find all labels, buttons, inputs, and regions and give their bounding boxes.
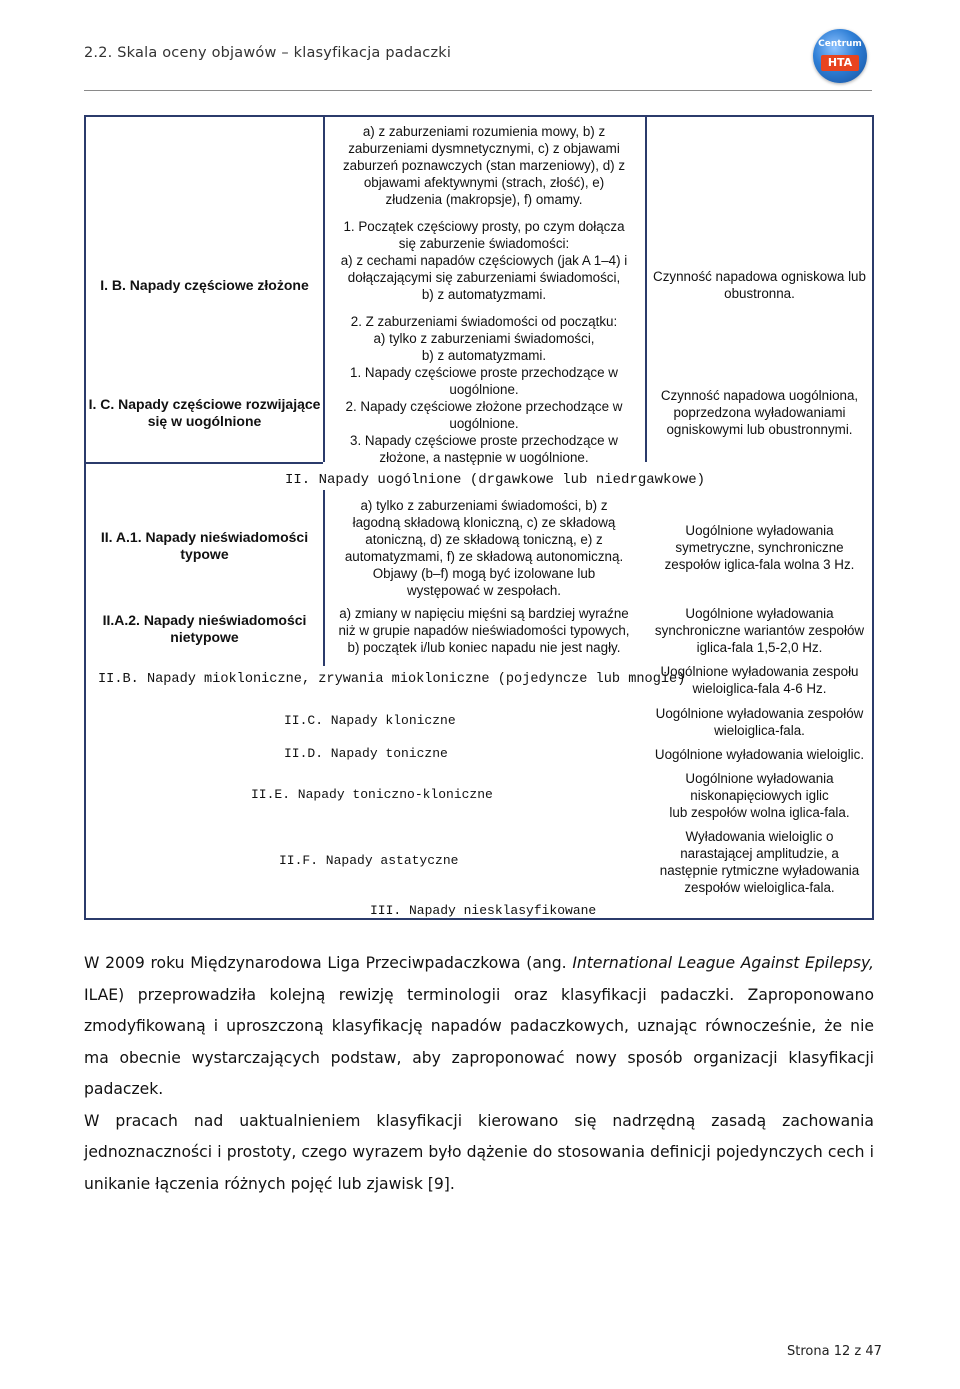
iif-eeg-line: następnie rytmiczne wyładowania: [659, 863, 860, 878]
ib-eeg: Czynność napadowa ogniskowa lub obustronna.: [653, 269, 866, 301]
iia2-content: [324, 605, 644, 656]
iia1-eeg-line: zespołów iglica-fala wolna 3 Hz.: [664, 557, 855, 572]
ib-line: się zaburzenie świadomości:: [398, 236, 570, 251]
ii-heading: II. Napady uogólnione (drgawkowe lub niedrgawkowe): [285, 472, 706, 488]
ic-line: 2. Napady częściowe złożone przechodzące w: [345, 399, 623, 414]
ib-line: b) z automatyzmami.: [421, 287, 547, 302]
iia1-label: II. A.1. Napady nieświadomości typowe: [100, 529, 309, 562]
ib-line: zaburzeniami dysmnetycznymi, c) z objawami: [348, 141, 620, 156]
ib-content: [324, 123, 644, 364]
iib-eeg: [647, 663, 872, 697]
iia1-eeg: [647, 522, 872, 573]
iic-eeg-line: wieloiglica-fala.: [714, 723, 805, 738]
classification-table: [84, 115, 874, 920]
iia1-line: automatyzmami, f) ze składową autonomiczną.: [344, 549, 624, 564]
iia2-line: a) zmiany w napięciu mięśni są bardziej wyraźne: [339, 606, 629, 621]
iia2-line: niż w grupie napadów nieświadomości typowych,: [338, 623, 630, 638]
ic-content: [324, 364, 644, 466]
p1-italic: International League Against Epilepsy,: [572, 954, 875, 972]
paragraph-2: W pracach nad uaktualnieniem klasyfikacji kierowano się nadrzędną zasadą zachowania jednoznaczności i prostoty, czego wyrazem było dążenie do stosowania definicji pojedynczych cech i unikanie łączenia różnych pojęć lub zjawisk [9].: [84, 1111, 874, 1193]
iia1-eeg-line: Uogólnione wyładowania: [685, 523, 834, 538]
iid-label: II.D. Napady toniczne: [284, 746, 448, 761]
cent-hta-logo: [813, 29, 867, 83]
iif-eeg: [647, 828, 872, 896]
iii-label: III. Napady niesklasyfikowane: [370, 903, 597, 918]
iia1-line: atoniczną, d) ze składową toniczną, e) z: [365, 532, 603, 547]
row-divider: [86, 462, 323, 464]
iia1-content: [324, 497, 644, 599]
p1-start: W 2009 roku Międzynarodowa Liga Przeciwpadaczkowa (ang.: [84, 954, 573, 972]
iie-eeg-line: Uogólnione wyładowania: [685, 771, 834, 786]
page-number: Strona 12 z 47: [787, 1344, 882, 1359]
ic-label: I. C. Napady częściowe rozwijające się w uogólnione: [88, 396, 321, 429]
ib-line: a) z zaburzeniami rozumienia mowy, b) z: [362, 124, 606, 139]
iic-label: II.C. Napady kloniczne: [284, 713, 456, 728]
iie-eeg-line: niskonapięciowych iglic: [690, 788, 829, 803]
header-divider: [84, 90, 872, 91]
logo-top-text: Centrum: [818, 39, 862, 49]
iif-eeg-line: Wyładowania wieloiglic o: [685, 829, 834, 844]
ic-line: złożone, a następnie w uogólnione.: [379, 450, 589, 465]
ib-line: a) z cechami napadów częściowych (jak A 1–4) i: [340, 253, 628, 268]
iie-label: II.E. Napady toniczno-kloniczne: [251, 787, 493, 802]
iia2-eeg-line: Uogólnione wyładowania: [685, 606, 834, 621]
iif-label: II.F. Napady astatyczne: [279, 853, 459, 868]
iia1-eeg-line: symetryczne, synchroniczne: [675, 540, 844, 555]
iie-eeg-line: lub zespołów wolna iglica-fala.: [669, 805, 850, 820]
ib-line: objawami afektywnymi (strach, złość), e): [363, 175, 605, 190]
ic-line: 1. Napady częściowe proste przechodzące w: [350, 365, 618, 380]
ib-line: 1. Początek częściowy prosty, po czym dołącza: [343, 219, 625, 234]
iif-eeg-line: narastającej amplitudzie, a: [680, 846, 839, 861]
iib-eeg-line: Uogólnione wyładowania zespołu: [660, 664, 859, 679]
page-header-title: 2.2. Skala oceny objawów – klasyfikacja padaczki: [84, 45, 452, 61]
ib-line: a) tylko z zaburzeniami świadomości,: [373, 331, 595, 346]
ib-line: dołączającymi się zaburzeniami świadomości,: [347, 270, 621, 285]
paragraph-1: [84, 948, 874, 1106]
iib-eeg-line: wieloiglica-fala 4-6 Hz.: [692, 681, 827, 696]
iia2-eeg-line: synchroniczne wariantów zespołów: [654, 623, 865, 638]
iid-eeg: Uogólnione wyładowania wieloiglic.: [654, 747, 865, 762]
iia2-eeg: [647, 605, 872, 656]
ib-label: I. B. Napady częściowe złożone: [100, 277, 309, 293]
ic-line: 3. Napady częściowe proste przechodzące w: [350, 433, 618, 448]
ib-line: zaburzeń poznawczych (stan marzeniowy), d) z: [342, 158, 626, 173]
iic-eeg-line: Uogólnione wyładowania zespołów: [655, 706, 864, 721]
ic-line: uogólnione.: [449, 416, 519, 431]
iia2-eeg-line: iglica-fala 1,5-2,0 Hz.: [696, 640, 823, 655]
iia1-line: Objawy (b–f) mogą być izolowane lub: [372, 566, 596, 581]
ib-line: 2. Z zaburzeniami świadomości od początku:: [350, 314, 618, 329]
iic-eeg: [647, 705, 872, 739]
iif-eeg-line: zespołów wieloiglica-fala.: [684, 880, 835, 895]
iib-label: II.B. Napady miokloniczne, zrywania miokloniczne (pojedyncze lub mnogie): [98, 672, 686, 687]
iia2-label: II.A.2. Napady nieświadomości nietypowe: [102, 612, 307, 645]
logo-bottom-text: HTA: [821, 55, 859, 71]
iia1-line: a) tylko z zaburzeniami świadomości, b) z: [360, 498, 608, 513]
iia2-line: b) początek i/lub koniec napadu nie jest nagły.: [347, 640, 621, 655]
ic-eeg: Czynność napadowa uogólniona, poprzedzona wyładowaniami ogniskowymi lub obustronnymi.: [660, 388, 859, 437]
ib-line: b) z automatyzmami.: [421, 348, 547, 363]
p1-rest: ILAE) przeprowadziła kolejną rewizję terminologii oraz klasyfikacji padaczki. Zaproponowano zmodyfikowaną i uproszczoną klasyfikację napadów padaczkowych, uznając równocześnie, że nie ma obecnie wystarczających podstaw, aby zaproponować nowy sposób organizacji klasyfikacji padaczek.: [84, 985, 874, 1098]
iia1-line: występować w zespołach.: [406, 583, 562, 598]
ib-line: złudzenia (makropsje), f) omamy.: [385, 192, 583, 207]
iie-eeg: [647, 770, 872, 821]
ic-line: uogólnione.: [449, 382, 519, 397]
iia1-line: łagodną składową kloniczną, c) ze składową: [352, 515, 616, 530]
body-text: [84, 948, 874, 1200]
